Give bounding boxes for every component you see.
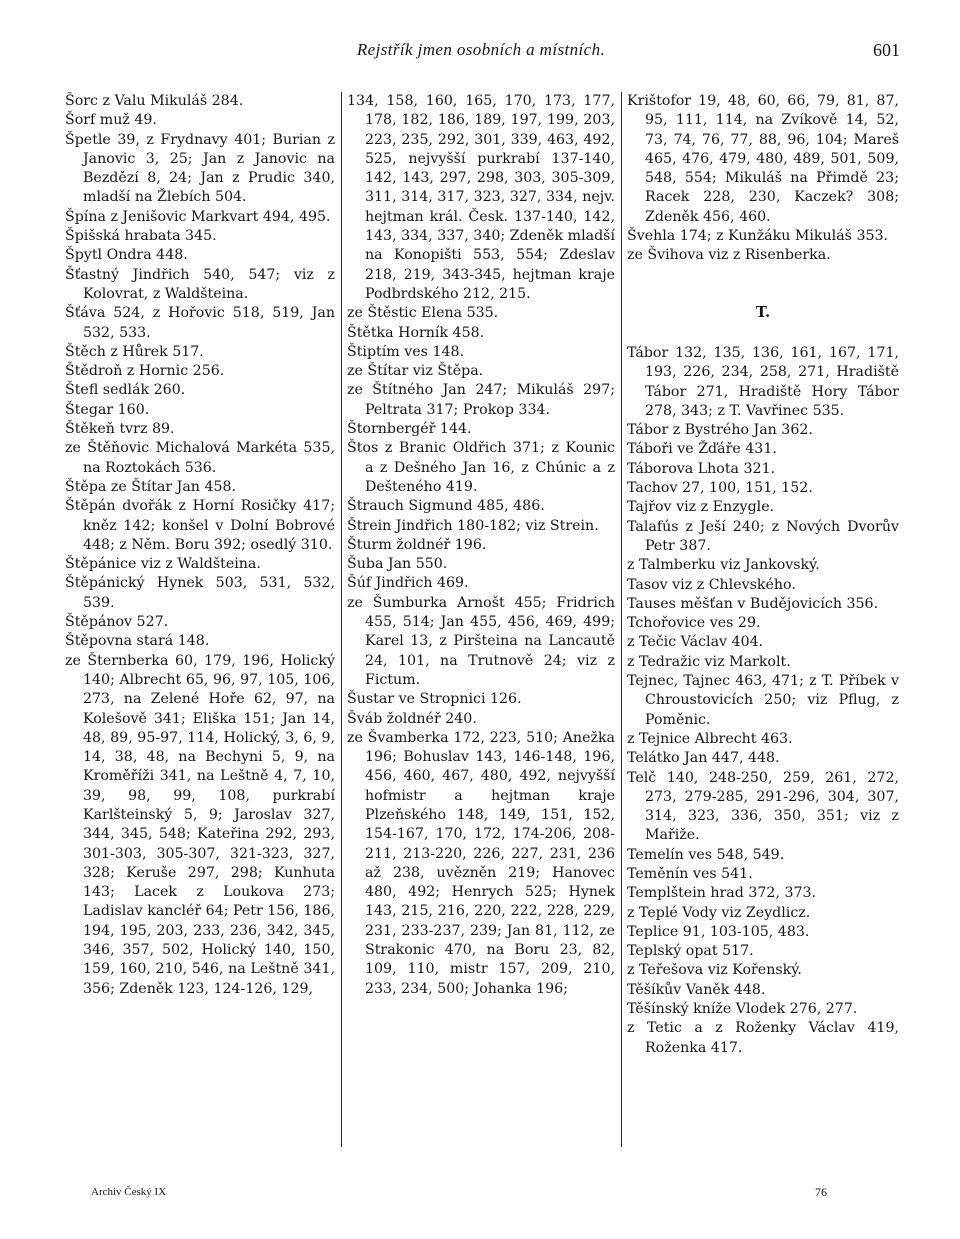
index-entry: z Talmberku viz Jankovský. <box>627 557 820 574</box>
index-entry: z Teřešova viz Kořenský. <box>627 962 802 979</box>
index-entry: Švehla 174; z Kunžáku Mikuláš 353. <box>627 228 889 245</box>
index-entry: ze Štítar viz Štěpa. <box>347 363 484 380</box>
index-column-1 <box>65 92 335 1182</box>
index-entry: z Teplé Vody viz Zeydlicz. <box>627 904 811 921</box>
index-entry: Šuba Jan 550. <box>347 556 448 573</box>
sheet-signature: Archiv Český IX <box>91 1186 167 1198</box>
index-entry: z Tedražic viz Markolt. <box>627 653 791 670</box>
index-entry: ze Švihova viz z Risenberka. <box>627 247 831 264</box>
index-entry: Telátko Jan 447, 448. <box>627 750 780 767</box>
index-entry: Templštein hrad 372, 373. <box>627 885 817 902</box>
index-entry: Štěch z Hůrek 517. <box>65 343 204 360</box>
index-entry: z Tetic a z Roženky Václav 419, Roženka 417. <box>627 1020 899 1056</box>
index-entry: Talafús z Ješí 240; z Nových Dvorův Petr 387. <box>627 518 899 554</box>
index-entry: Štěpa ze Štítar Jan 458. <box>65 478 237 495</box>
index-entry: Šváb žoldnéř 240. <box>347 710 477 727</box>
index-entry: Tasov viz z Chlevského. <box>627 576 796 593</box>
index-entry: Štegar 160. <box>65 401 150 418</box>
index-entry: Štěpán dvořák z Horní Rosičky 417; kněz 142; konšel v Dolní Bobrové 448; z Něm. Boru 392; osedlý 310. <box>65 498 335 553</box>
index-entry: Štěpánický Hynek 503, 531, 532, 539. <box>65 575 335 611</box>
index-entry: Štědroň z Hornic 256. <box>65 363 225 380</box>
index-entry: Tachov 27, 100, 151, 152. <box>627 480 813 497</box>
index-entry: Šturm žoldnéř 196. <box>347 536 487 553</box>
page-header <box>62 38 900 68</box>
index-entry: Tajřov viz z Enzygle. <box>627 499 775 516</box>
index-entry: z Tečic Václav 404. <box>627 634 764 651</box>
letter-heading: T. <box>755 302 771 321</box>
index-entry: Štiptím ves 148. <box>347 343 465 360</box>
index-entry: Šorc z Valu Mikuláš 284. <box>65 93 244 109</box>
index-entry: Špišská hrabata 345. <box>65 228 217 245</box>
index-entry: ze Šternberka 60, 179, 196, Holický 140; Albrecht 65, 96, 97, 105, 106, 273, na Zelené Hoře 62, 97, na Kolešově 341; Eliška 151; Jan 14, 48, 89, 95-97, 114, Holický, 3, 6, 9, 14, 38, 48, na Bechyni 5, 9, na Kroměříži 341, na Leštně 4, 7, 10, 39, 98, 99, 108, purkrabí Karlšteinský 5, 9; Jaroslav 327, 344, 345, 548; Kateřina 292, 293, 301-303, 305-307, 321-323, 327, 328; Keruše 297, 298; Kunhuta 143; Lacek z Loukova 273; Ladislav kancléř 64; Petr 156, 186, 194, 195, 203, 233, 236, 342, 345, 346, 357, 502, Holický 140, 150, 159, 160, 210, 546, na Leštně 341, 356; Zdeněk 123, 124-126, 129, <box>65 652 335 997</box>
index-entry: Šťáva 524, z Hořovic 518, 519, Jan 532, 533. <box>65 305 335 341</box>
index-entry: Teplský opat 517. <box>627 943 754 960</box>
index-entry: Šťastný Jindřich 540, 547; viz z Kolovrat, z Waldšteina. <box>65 266 335 302</box>
index-entry: Štětka Horník 458. <box>347 324 485 341</box>
index-entry: Teměnín ves 541. <box>627 865 753 882</box>
index-entry: Štefl sedlák 260. <box>65 382 186 399</box>
index-entry: Tejnec, Tajnec 463, 471; z T. Příbek v Chroustovicích 250; viz Pflug, z Poměnic. <box>627 673 899 728</box>
index-entry: Štos z Branic Oldřich 371; z Kounic a z Dešného Jan 16, z Chúnic a z Dešteného 419. <box>347 440 615 495</box>
index-entry: Tauses měšťan v Budějovicích 356. <box>627 595 879 612</box>
index-entry: Táborova Lhota 321. <box>627 460 776 477</box>
index-entry: Štornbergéř 144. <box>347 421 472 438</box>
index-entry: Štěpovna stará 148. <box>65 633 210 650</box>
index-entry: Tábor z Bystrého Jan 362. <box>627 422 813 439</box>
index-entry: Tchořovice ves 29. <box>627 615 761 632</box>
sheet-number: 76 <box>815 1185 827 1199</box>
index-entry: Špína z Jenišovic Markvart 494, 495. <box>65 208 331 225</box>
index-entry: Táboři ve Žďáře 431. <box>627 441 777 458</box>
index-entry: Špetle 39, z Frydnavy 401; Burian z Janovic 3, 25; Jan z Janovic na Bezdězí 8, 24; Jan z Prudic 340, mladší na Žlebích 504. <box>65 131 335 206</box>
index-entry: Těšíkův Vaněk 448. <box>627 981 766 998</box>
index-entry: Šustar ve Stropnici 126. <box>347 691 522 708</box>
index-entry: 134, 158, 160, 165, 170, 173, 177, 178, 182, 186, 189, 197, 199, 203, 223, 235, 292, 301, 339, 463, 492, 525, nejvyšší purkrabí 137-140, 142, 143, 297, 298, 303, 305-309, 311, 314, 317, 323, 327, 334, nejv. hejtman král. Česk. 137-140, 142, 143, 334, 337, 340; Zdeněk mladší na Konopišti 553, 554; Zdeslav 218, 219, 343-345, hejtman kraje Podbrdského 212, 215. <box>347 93 615 302</box>
index-entry: ze Švamberka 172, 223, 510; Anežka 196; Bohuslav 143, 146-148, 196, 456, 460, 467, 480, 492, nejvyšší hofmistr a hejtman kraje Plzeňského 148, 149, 151, 152, 154-167, 170, 172, 174-206, 208-211, 213-220, 226, 227, 231, 236 až 238, uvězněn 219; Hanovec 480, 492; Henrych 525; Hynek 143, 215, 216, 220, 222, 228, 229, 231, 233-237, 239; Jan 81, 112, ze Strakonic 470, na Boru 23, 82, 109, 110, mistr 157, 209, 210, 233, 234, 500; Johanka 196; <box>347 729 615 997</box>
index-entry: ze Štěstic Elena 535. <box>347 305 499 322</box>
index-entry: ze Štěňovic Michalová Markéta 535, na Roztokách 536. <box>65 440 335 476</box>
column-divider <box>341 92 342 1147</box>
page-number: 601 <box>873 40 900 60</box>
index-entry: Špytl Ondra 448. <box>65 247 188 264</box>
index-entry: Štěpánov 527. <box>65 614 169 631</box>
index-column-2 <box>347 92 615 1182</box>
index-entry: z Tejnice Albrecht 463. <box>627 730 793 747</box>
index-entry: Šorf muž 49. <box>65 112 157 129</box>
running-title: Rejstřík jmen osobních a místních. <box>356 40 606 59</box>
index-entry: ze Štítného Jan 247; Mikuláš 297; Peltrata 317; Prokop 334. <box>347 382 615 418</box>
index-entry: Štrauch Sigmund 485, 486. <box>347 498 545 515</box>
index-entry: Šúf Jindřich 469. <box>347 575 469 592</box>
index-entry: Teplice 91, 103-105, 483. <box>627 923 810 940</box>
index-entry: Temelín ves 548, 549. <box>627 846 785 863</box>
index-entry: Štěpánice viz z Waldšteina. <box>65 556 261 573</box>
index-entry: Těšínský kníže Vlodek 276, 277. <box>627 1001 858 1018</box>
index-entry: ze Šumburka Arnošt 455; Fridrich 455, 514; Jan 455, 456, 469, 499; Karel 13, z Piršteina na Lancautě 24, 101, na Trutnově 24; viz z Fictum. <box>347 594 615 688</box>
index-entry: Tábor 132, 135, 136, 161, 167, 171, 193, 226, 234, 258, 271, Hradiště Tábor 271, Hradiště Hory Tábor 278, 343; z T. Vavřinec 535. <box>627 344 899 419</box>
index-column-3 <box>627 92 899 1182</box>
column-divider <box>621 92 622 1147</box>
index-entry: Krištofor 19, 48, 60, 66, 79, 81, 87, 95, 111, 114, na Zvíkově 14, 52, 73, 74, 76, 77, 88, 96, 104; Mareš 465, 476, 479, 480, 489, 501, 509, 548, 554; Mikuláš na Přimdě 23; Racek 228, 230, Kaczek? 308; Zdeněk 456, 460. <box>627 93 899 225</box>
index-entry: Štěkeň tvrz 89. <box>65 421 175 438</box>
index-entry: Telč 140, 248-250, 259, 261, 272, 273, 279-285, 291-296, 304, 307, 314, 323, 336, 350, 351; viz z Mařiže. <box>627 769 899 844</box>
index-entry: Štrein Jindřich 180-182; viz Strein. <box>347 517 599 534</box>
